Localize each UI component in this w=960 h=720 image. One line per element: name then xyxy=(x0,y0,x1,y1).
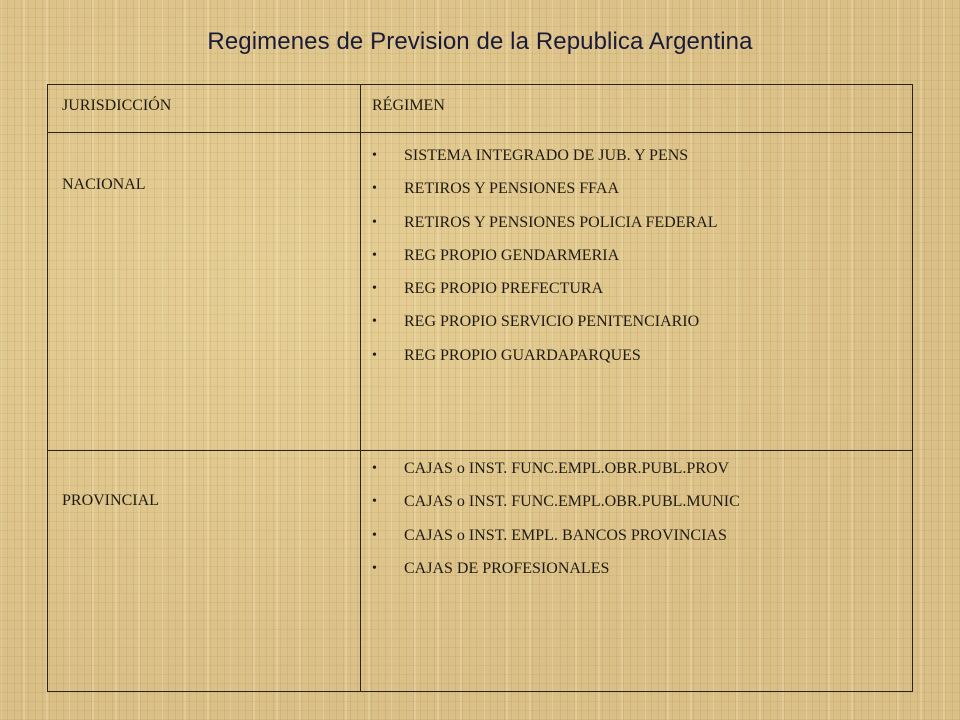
list-item-label: REG PROPIO SERVICIO PENITENCIARIO xyxy=(404,313,700,331)
list-item-label: REG PROPIO PREFECTURA xyxy=(404,280,604,298)
bullet-icon: • xyxy=(372,347,377,363)
bullet-icon: • xyxy=(372,214,377,230)
regimen-list-nacional xyxy=(368,145,718,378)
bullet-icon: • xyxy=(372,494,377,510)
list-item xyxy=(368,145,718,178)
jurisdiccion-provincial: PROVINCIAL xyxy=(62,492,159,509)
column-divider xyxy=(360,85,361,691)
list-item xyxy=(368,558,740,591)
list-item xyxy=(368,278,718,311)
bullet-icon: • xyxy=(372,247,377,263)
bullet-icon: • xyxy=(372,281,377,297)
list-item xyxy=(368,491,740,524)
list-item xyxy=(368,525,740,558)
list-item xyxy=(368,245,718,278)
list-item xyxy=(368,311,718,344)
list-item-label: RETIROS Y PENSIONES POLICIA FEDERAL xyxy=(404,213,718,231)
bullet-icon: • xyxy=(372,181,377,197)
bullet-icon: • xyxy=(372,148,377,163)
list-item-label: CAJAS DE PROFESIONALES xyxy=(404,559,610,577)
list-item xyxy=(368,212,718,245)
row-divider xyxy=(48,450,912,451)
list-item-label: CAJAS o INST. EMPL. BANCOS PROVINCIAS xyxy=(404,526,727,544)
regimen-list-provincial xyxy=(368,458,740,591)
list-item xyxy=(368,178,718,211)
header-jurisdiccion: JURISDICCIÓN xyxy=(62,97,172,114)
list-item-label: RETIROS Y PENSIONES FFAA xyxy=(404,180,619,198)
list-item xyxy=(368,345,718,378)
header-regimen: RÉGIMEN xyxy=(372,97,445,114)
list-item-label: REG PROPIO GENDARMERIA xyxy=(404,246,620,264)
list-item xyxy=(368,458,740,491)
bullet-icon: • xyxy=(372,314,377,330)
list-item-label: REG PROPIO GUARDAPARQUES xyxy=(404,346,641,364)
jurisdiccion-nacional: NACIONAL xyxy=(62,176,146,193)
list-item-label: CAJAS o INST. FUNC.EMPL.OBR.PUBL.PROV xyxy=(404,460,730,477)
slide-title: Regimenes de Prevision de la Republica Argentina xyxy=(207,28,753,55)
bullet-icon: • xyxy=(372,560,377,576)
list-item-label: SISTEMA INTEGRADO DE JUB. Y PENS xyxy=(404,147,689,164)
list-item-label: CAJAS o INST. FUNC.EMPL.OBR.PUBL.MUNIC xyxy=(404,493,740,511)
header-divider xyxy=(48,132,912,133)
bullet-icon: • xyxy=(372,527,377,543)
bullet-icon: • xyxy=(372,461,377,476)
regimes-table xyxy=(47,84,913,692)
